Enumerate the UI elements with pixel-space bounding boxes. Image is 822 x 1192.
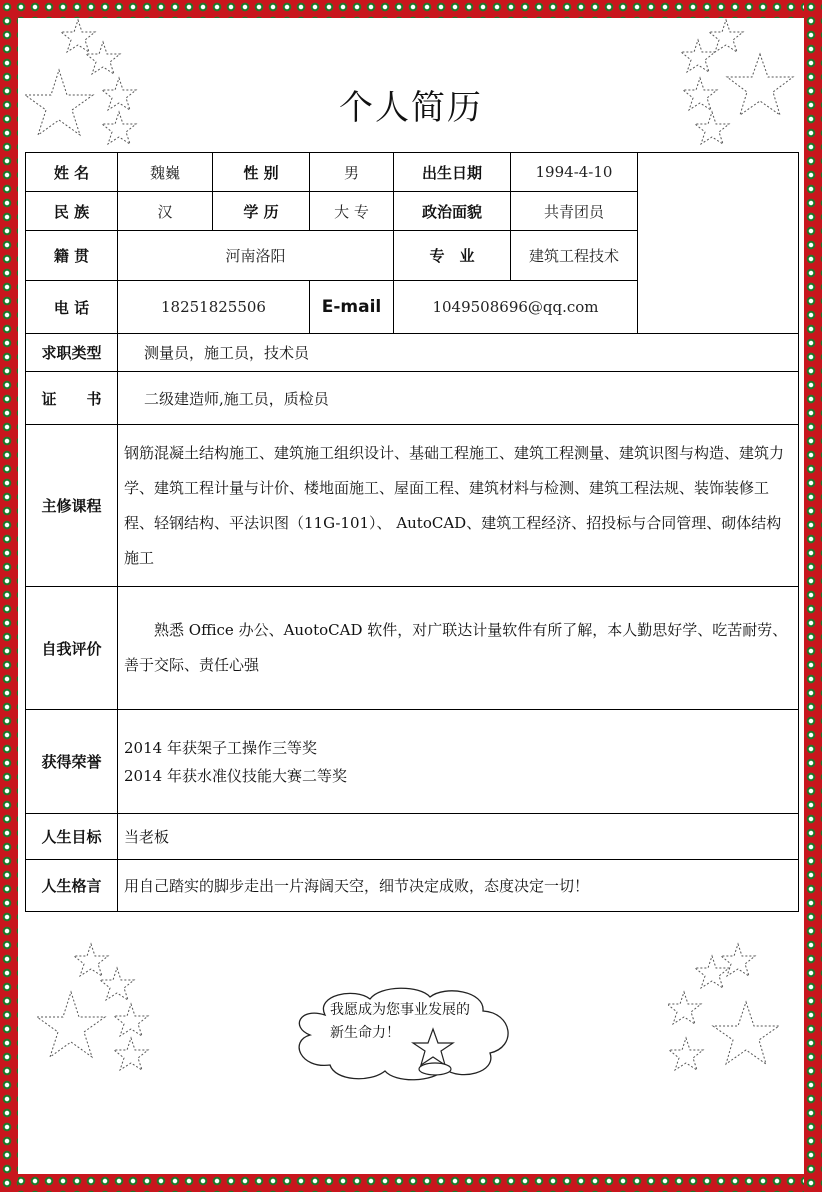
table-row (26, 587, 799, 710)
table-row (26, 425, 799, 587)
value-self-eval-cell (118, 587, 799, 710)
value-certificate: 二级建造师,施工员，质检员 (118, 372, 799, 425)
value-self-eval: 熟悉 Office 办公、AuotoCAD 软件，对广联达计量软件有所了解，本人勤思好学、吃苦耐劳、善于交际、责任心强 (124, 621, 788, 674)
photo-cell (638, 153, 799, 334)
label-courses: 主修课程 (26, 425, 118, 587)
label-email: E-mail (310, 281, 394, 334)
label-self-eval: 自我评价 (26, 587, 118, 710)
label-phone: 电 话 (26, 281, 118, 334)
table-row (26, 334, 799, 372)
label-hometown: 籍 贯 (26, 231, 118, 281)
value-hometown: 河南洛阳 (118, 231, 394, 281)
value-motto: 用自己踏实的脚步走出一片海阔天空，细节决定成败，态度决定一切！ (118, 860, 799, 912)
value-honors-cell (118, 710, 799, 814)
resume-table (25, 152, 799, 912)
decorative-border-top (0, 0, 822, 18)
star-icon (86, 42, 120, 74)
label-birth: 出生日期 (394, 153, 511, 192)
label-certificate: 证 书 (26, 372, 118, 425)
value-courses: 钢筋混凝土结构施工、建筑施工组织设计、基础工程施工、建筑工程测量、建筑识图与构造、建筑力学、建筑工程计量与计价、楼地面施工、屋面工程、建筑材料与检测、建筑工程法规、装饰装修工程、轻钢结构、平法识图（11G-101）、 AutoCAD、建筑工程经济、招投标与合同管理、砌体结构施工 (124, 443, 785, 567)
value-job-type: 测量员，施工员，技术员 (118, 334, 799, 372)
value-birth: 1994-4-10 (511, 153, 638, 192)
label-motto: 人生格言 (26, 860, 118, 912)
honor-item: 2014 年获架子工操作三等奖 (124, 738, 317, 757)
star-icon (37, 992, 105, 1057)
star-cluster-bottom-right (668, 940, 793, 1080)
star-icon (114, 1004, 148, 1036)
table-row (26, 710, 799, 814)
value-education: 大 专 (310, 192, 394, 231)
label-gender: 性 别 (213, 153, 310, 192)
value-politics: 共青团员 (511, 192, 638, 231)
decorative-border-left (0, 0, 18, 1192)
star-icon (695, 956, 729, 988)
star-icon (721, 944, 755, 976)
star-icon (681, 40, 715, 72)
decorative-border-bottom (0, 1174, 822, 1192)
label-job-type: 求职类型 (26, 334, 118, 372)
label-ethnicity: 民 族 (26, 192, 118, 231)
value-major: 建筑工程技术 (511, 231, 638, 281)
label-goal: 人生目标 (26, 814, 118, 860)
star-icon (74, 944, 108, 976)
table-row (26, 372, 799, 425)
value-ethnicity: 汉 (118, 192, 213, 231)
table-row (26, 814, 799, 860)
label-honors: 获得荣誉 (26, 710, 118, 814)
label-major: 专 业 (394, 231, 511, 281)
decorative-border-right (804, 0, 822, 1192)
star-cluster-bottom-left (35, 940, 155, 1080)
value-gender: 男 (310, 153, 394, 192)
star-icon (114, 1038, 148, 1070)
cloud-bubble (285, 985, 520, 1085)
label-politics: 政治面貌 (394, 192, 511, 231)
table-row (26, 153, 799, 192)
label-name: 姓 名 (26, 153, 118, 192)
star-icon (669, 1038, 703, 1070)
value-phone: 18251825506 (118, 281, 310, 334)
label-education: 学 历 (213, 192, 310, 231)
value-courses-cell (118, 425, 799, 587)
value-email: 1049508696@qq.com (394, 281, 638, 334)
star-icon (713, 1002, 779, 1064)
star-icon (100, 968, 134, 1000)
star-icon (61, 20, 95, 52)
value-name: 魏巍 (118, 153, 213, 192)
cloud-text: 我愿成为您事业发展的新生命力！ (330, 1002, 470, 1041)
star-icon (709, 20, 743, 52)
table-row (26, 860, 799, 912)
value-goal: 当老板 (118, 814, 799, 860)
page-title: 个人简历 (339, 88, 483, 128)
honor-item: 2014 年获水准仪技能大赛二等奖 (124, 766, 347, 785)
star-icon (668, 992, 701, 1024)
